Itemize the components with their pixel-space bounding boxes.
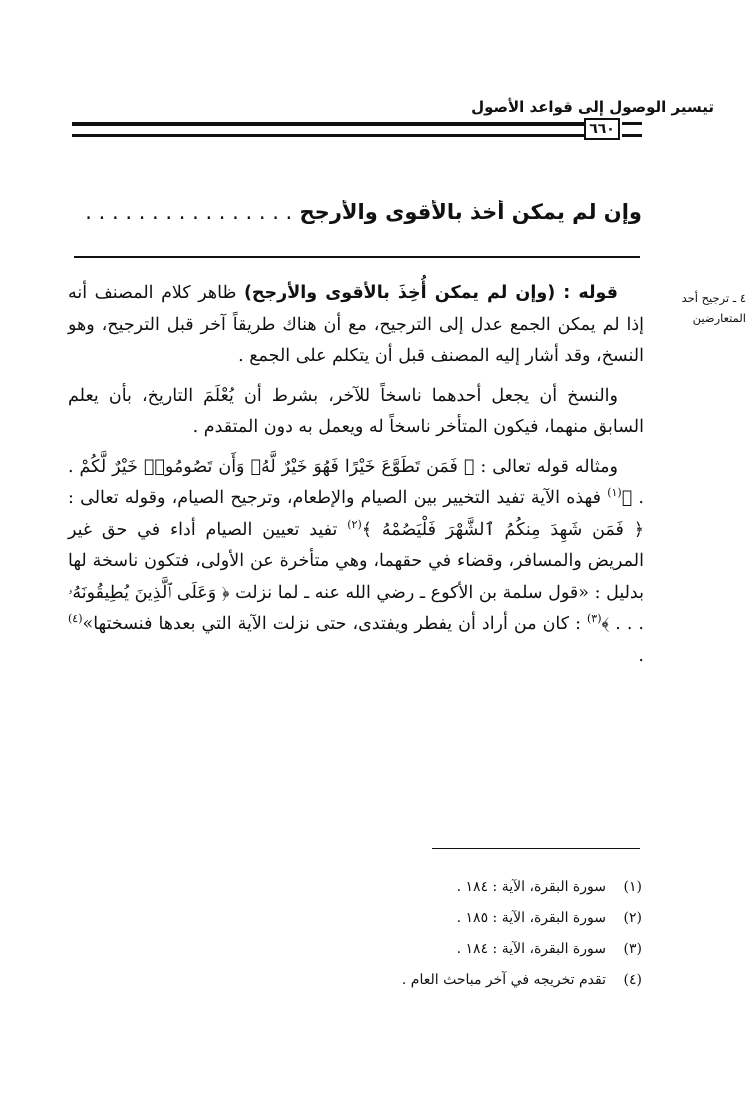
footnote-text: سورة البقرة، الآية : ١٨٤ . <box>456 879 606 895</box>
header-rule-tail-bottom <box>622 134 642 137</box>
footnote-number: (٣) <box>623 941 642 957</box>
side-heading: ٤ ـ ترجيح أحد المتعارضين <box>681 291 746 325</box>
footnote-number: (٤) <box>623 972 642 988</box>
footnote-ref-3[interactable]: (٣) <box>587 612 602 626</box>
page-number: ٦٦٠ <box>584 118 620 140</box>
footnotes <box>200 872 642 996</box>
paragraph-3-end: . <box>638 645 644 666</box>
footnote-item <box>200 965 642 996</box>
footnote-text: تقدم تخريجه في آخر مباحث العام . <box>401 972 606 988</box>
footnote-item <box>200 872 642 903</box>
paragraph-3-part-b: فهذه الآية تفيد التخيير بين الصيام والإطعام، وترجيح الصيام، وقوله تعالى : ﴿ فَمَن شَهِدَ مِنكُمُ ٱلشَّهْرَ فَلْيَصُمْهُ ﴾ <box>68 488 644 540</box>
paragraph-3-part-d: : كان من أراد أن يفطر ويفتدى، حتى نزلت الآية التي بعدها فنسختها» <box>82 614 587 634</box>
header-rule-top <box>72 122 584 126</box>
paragraph-1-lead: قوله : (وإن لم يمكن أُخِذَ بالأقوى والأرجح) <box>243 283 618 303</box>
footnote-ref-1[interactable]: (١) <box>607 486 622 500</box>
header-rule-tail-top <box>622 122 642 125</box>
footnote-item <box>200 934 642 965</box>
footnote-item <box>200 903 642 934</box>
paragraph-3-part-c: تفيد تعيين الصيام أداء في حق غير المريض والمسافر، وقضاء في حقهما، وهي متأخرة عن الأولى، فتكون ناسخة لها بدليل : «قول سلمة بن الأكوع ـ رضي الله عنه ـ لما نزلت ﴿ وَعَلَى ٱلَّذِينَ يُطِيقُونَهُۥ . . . ﴾ <box>68 519 644 634</box>
body-text <box>68 278 644 680</box>
running-title: تيسير الوصول إلى قواعد الأصول <box>471 98 714 116</box>
footnote-number: (٢) <box>623 910 642 926</box>
paragraph-3 <box>68 452 644 673</box>
paragraph-3-part-a: ومثاله قوله تعالى : ﴿ فَمَن تَطَوَّعَ خَيْرًا فَهُوَ خَيْرٌ لَّهُۥ وَأَن تَصُومُوا۟ خَيْرٌ لَّكُمْ . . ﴾ <box>68 456 644 508</box>
footnote-rule <box>432 848 640 849</box>
matn-text: وإن لم يمكن أخذ بالأقوى والأرجح <box>299 200 642 224</box>
header-rule-bottom <box>72 134 584 137</box>
matn-rule <box>74 256 640 258</box>
footnote-text: سورة البقرة، الآية : ١٨٥ . <box>456 910 606 926</box>
paragraph-1 <box>68 278 644 373</box>
paragraph-1-rest: ظاهر كلام المصنف أنه إذا لم يمكن الجمع عدل إلى الترجيح، مع أن هناك طريقاً آخر قبل الترجيح، وهو النسخ، وقد أشار إليه المصنف قبل أن يتكلم على الجمع . <box>68 283 644 366</box>
matn-heading <box>82 200 642 224</box>
footnote-text: سورة البقرة، الآية : ١٨٤ . <box>456 941 606 957</box>
footnote-ref-2[interactable]: (٢) <box>347 517 362 531</box>
footnote-number: (١) <box>623 879 642 895</box>
matn-dots: . . . . . . . . . . . . . . . . <box>85 200 293 224</box>
paragraph-2: والنسخ أن يجعل أحدهما ناسخاً للآخر، بشرط أن يُعْلَمَ التاريخ، بأن يعلم السابق منهما، فيكون المتأخر ناسخاً له ويعمل به دون المتقدم . <box>68 385 644 437</box>
footnote-ref-4[interactable]: (٤) <box>68 612 83 626</box>
